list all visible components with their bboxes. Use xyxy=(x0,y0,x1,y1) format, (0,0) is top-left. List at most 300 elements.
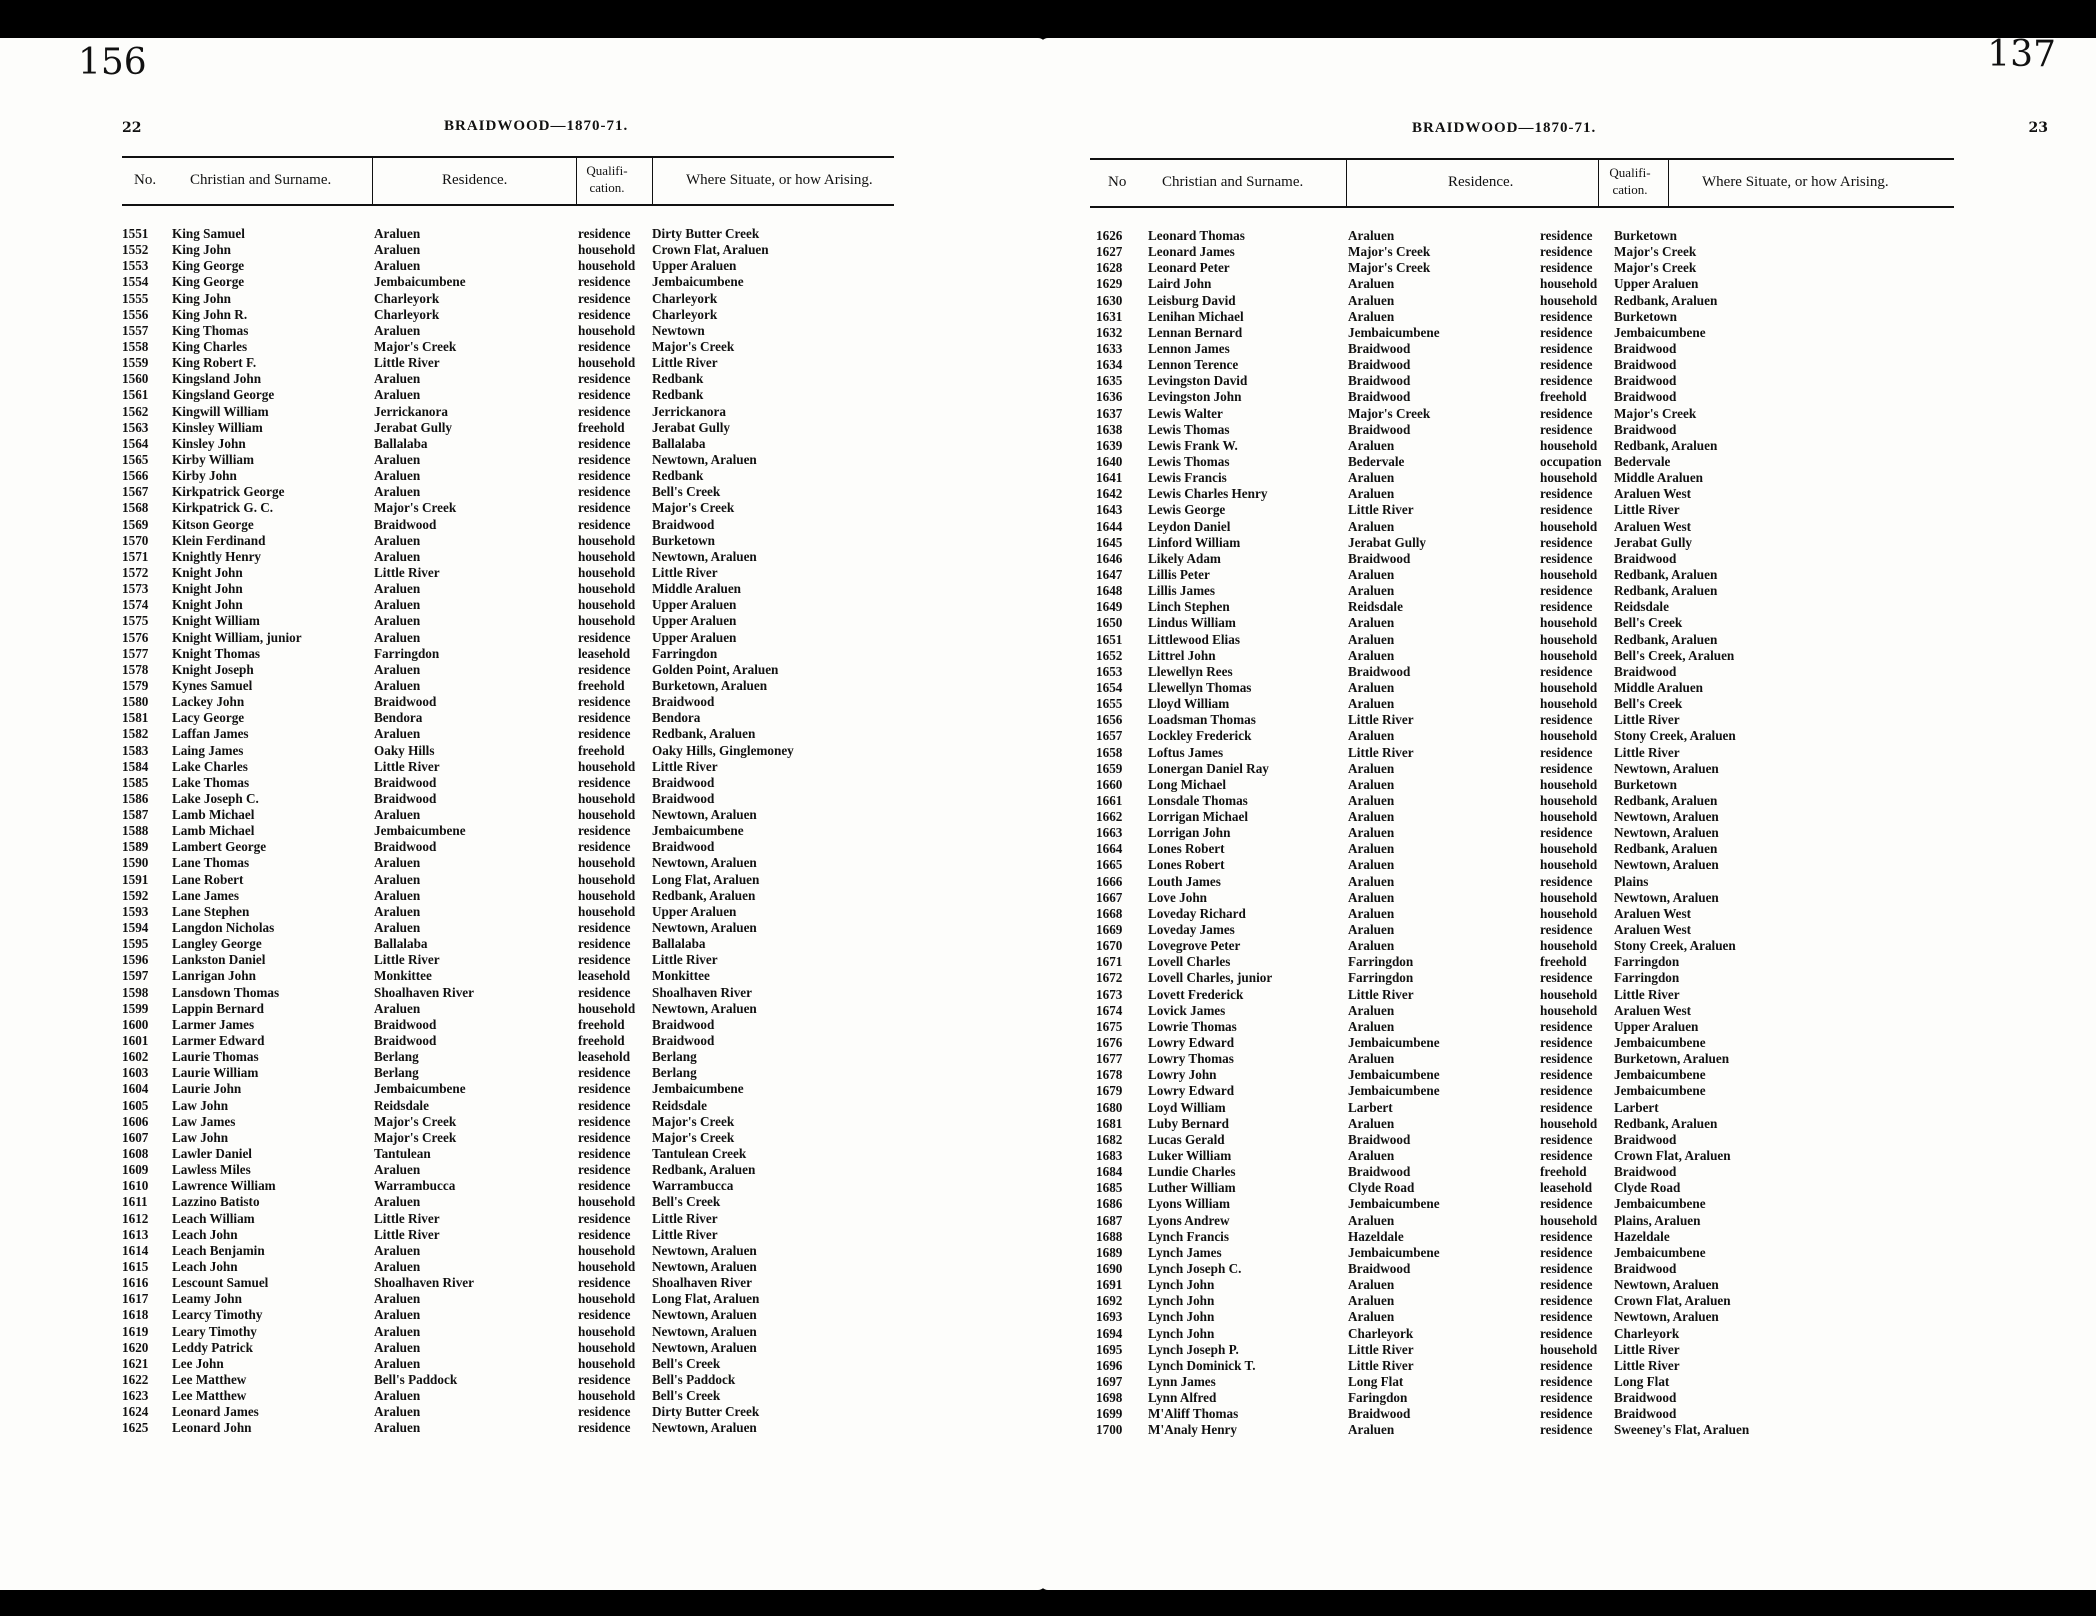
entry-name: Leonard James xyxy=(172,1404,259,1420)
entry-number: 1652 xyxy=(1096,647,1123,663)
entry-where: Farringdon xyxy=(1614,970,1680,986)
entry-qualification: household xyxy=(1540,728,1598,744)
entry-residence: Little River xyxy=(374,564,440,580)
entry-where: Little River xyxy=(652,758,718,774)
entry-qualification: household xyxy=(1540,857,1598,873)
entry-where: Braidwood xyxy=(1614,1131,1677,1147)
table-row xyxy=(1090,470,1954,486)
entry-residence: Araluen xyxy=(374,532,421,548)
entry-residence: Araluen xyxy=(1348,486,1395,502)
entry-qualification: freehold xyxy=(1540,1164,1587,1180)
table-row xyxy=(122,355,894,371)
entry-name: Leamy John xyxy=(172,1291,242,1307)
entry-qualification: residence xyxy=(1540,1196,1593,1212)
entry-residence: Araluen xyxy=(1348,857,1395,873)
entry-where: Jembaicumbene xyxy=(1614,1067,1706,1083)
entry-name: Lawler Daniel xyxy=(172,1146,252,1162)
entry-number: 1664 xyxy=(1096,841,1123,857)
entry-qualification: residence xyxy=(578,1146,631,1162)
entry-where: Oaky Hills, Ginglemoney xyxy=(652,742,794,758)
entry-residence: Bedervale xyxy=(1348,453,1405,469)
table-row xyxy=(1090,1019,1954,1035)
entry-name: King George xyxy=(172,258,245,274)
table-row xyxy=(1090,551,1954,567)
entry-number: 1578 xyxy=(122,661,149,677)
entry-name: Leonard Thomas xyxy=(1148,228,1245,243)
entry-residence: Braidwood xyxy=(1348,1164,1411,1180)
table-row xyxy=(1090,987,1954,1003)
table-row xyxy=(1090,632,1954,648)
entry-where: Newtown, Araluen xyxy=(652,920,757,936)
entry-where: Braidwood xyxy=(1614,357,1677,373)
table-row xyxy=(122,323,894,339)
entry-number: 1615 xyxy=(122,1259,149,1274)
entry-number: 1573 xyxy=(122,581,149,597)
entry-qualification: residence xyxy=(1540,486,1593,502)
entry-name: Leach John xyxy=(172,1259,238,1274)
entry-qualification: household xyxy=(578,1388,636,1404)
running-head-left: BRAIDWOOD—1870-71. xyxy=(444,118,629,134)
entry-number: 1618 xyxy=(122,1307,149,1323)
entry-qualification: residence xyxy=(578,516,631,532)
entry-where: Newtown, Araluen xyxy=(652,855,757,871)
table-row xyxy=(1090,454,1954,470)
table-row xyxy=(122,1065,894,1081)
entry-residence: Araluen xyxy=(374,1194,421,1210)
entry-number: 1563 xyxy=(122,419,149,435)
entry-qualification: residence xyxy=(1540,1067,1593,1083)
entry-name: Linch Stephen xyxy=(1148,599,1230,615)
header-where: Where Situate, or how Arising. xyxy=(686,172,873,188)
table-row xyxy=(122,339,894,355)
table-row xyxy=(122,436,894,452)
entry-where: Jembaicumbene xyxy=(1614,1083,1706,1099)
entry-qualification: household xyxy=(578,581,636,597)
entry-name: Lynch Joseph C. xyxy=(1148,1261,1242,1276)
entry-residence: Jembaicumbene xyxy=(1348,1035,1440,1051)
entry-where: Little River xyxy=(1614,712,1680,728)
entry-where: Bell's Creek xyxy=(1614,615,1683,631)
table-body-right xyxy=(1090,228,1954,1439)
entry-qualification: residence xyxy=(1540,825,1593,841)
entry-qualification: household xyxy=(578,887,636,903)
entry-qualification: residence xyxy=(1540,1390,1593,1406)
entry-number: 1660 xyxy=(1096,776,1123,792)
entry-qualification: residence xyxy=(1540,357,1593,373)
entry-number: 1622 xyxy=(122,1371,149,1387)
entry-residence: Araluen xyxy=(374,629,421,645)
entry-where: Major's Creek xyxy=(652,338,735,354)
entry-name: Kinsley John xyxy=(172,435,246,451)
table-row xyxy=(1090,519,1954,535)
entry-name: Lowry Edward xyxy=(1148,1083,1235,1099)
entry-residence: Jembaicumbene xyxy=(374,1081,466,1097)
table-row xyxy=(122,678,894,694)
entry-residence: Araluen xyxy=(1348,905,1395,921)
entry-name: Lynch Francis xyxy=(1148,1228,1229,1244)
entry-qualification: residence xyxy=(578,1162,631,1178)
entry-name: Lyons Andrew xyxy=(1148,1212,1230,1228)
entry-qualification: residence xyxy=(578,1097,631,1113)
entry-qualification: residence xyxy=(1540,1018,1593,1034)
entry-number: 1627 xyxy=(1096,244,1123,260)
entry-number: 1671 xyxy=(1096,954,1123,970)
entry-number: 1649 xyxy=(1096,599,1123,615)
entry-qualification: household xyxy=(1540,696,1598,712)
entry-name: Lennan Bernard xyxy=(1148,324,1243,340)
entry-residence: Reidsdale xyxy=(374,1097,429,1113)
entry-number: 1608 xyxy=(122,1146,149,1162)
entry-number: 1699 xyxy=(1096,1406,1123,1422)
entry-where: Warrambucca xyxy=(652,1178,734,1194)
entry-name: Leach Benjamin xyxy=(172,1242,265,1258)
entry-name: King John R. xyxy=(172,306,248,322)
entry-number: 1637 xyxy=(1096,405,1123,421)
entry-name: M'Analy Henry xyxy=(1148,1422,1238,1438)
table-row xyxy=(1090,1148,1954,1164)
entry-number: 1564 xyxy=(122,435,149,451)
entry-name: Lones Robert xyxy=(1148,841,1225,857)
table-row xyxy=(122,936,894,952)
entry-residence: Shoalhaven River xyxy=(374,984,475,1000)
entry-residence: Araluen xyxy=(1348,873,1395,889)
entry-name: Llewellyn Rees xyxy=(1148,663,1233,679)
entry-residence: Araluen xyxy=(374,451,421,467)
entry-name: Lovell Charles, junior xyxy=(1148,970,1273,986)
entry-where: Newtown, Araluen xyxy=(652,1420,757,1436)
running-head-right: BRAIDWOOD—1870-71. xyxy=(1412,120,1597,136)
entry-name: Lawless Miles xyxy=(172,1162,251,1178)
entry-where: Redbank, Araluen xyxy=(1614,566,1718,582)
table-row xyxy=(122,387,894,403)
entry-name: King Samuel xyxy=(172,226,245,241)
entry-number: 1666 xyxy=(1096,873,1123,889)
entry-where: Upper Araluen xyxy=(652,258,737,274)
entry-name: Lewis Francis xyxy=(1148,470,1227,486)
entry-name: Loveday Richard xyxy=(1148,905,1246,921)
table-row xyxy=(122,920,894,936)
entry-qualification: freehold xyxy=(578,742,625,758)
entry-qualification: household xyxy=(578,597,636,613)
entry-name: Lee Matthew xyxy=(172,1388,247,1404)
entry-residence: Araluen xyxy=(1348,679,1395,695)
table-row xyxy=(1090,615,1954,631)
entry-where: Araluen West xyxy=(1614,905,1692,921)
entry-where: Major's Creek xyxy=(1614,260,1697,276)
entry-name: Lane Robert xyxy=(172,871,244,887)
table-row xyxy=(122,1291,894,1307)
entry-number: 1623 xyxy=(122,1388,149,1404)
entry-where: Little River xyxy=(652,952,718,968)
entry-number: 1665 xyxy=(1096,857,1123,873)
entry-name: Loyd William xyxy=(1148,1099,1226,1115)
table-row xyxy=(1090,890,1954,906)
entry-residence: Araluen xyxy=(374,484,421,500)
entry-where: Berlang xyxy=(652,1065,697,1081)
entry-where: Araluen West xyxy=(1614,922,1692,938)
register-table-right xyxy=(1090,158,1954,1439)
table-row xyxy=(122,630,894,646)
entry-residence: Araluen xyxy=(1348,792,1395,808)
entry-number: 1639 xyxy=(1096,437,1123,453)
entry-qualification: residence xyxy=(1540,260,1593,276)
entry-qualification: residence xyxy=(1540,228,1593,243)
entry-qualification: household xyxy=(1540,776,1598,792)
entry-residence: Araluen xyxy=(1348,276,1395,292)
entry-name: Lane Stephen xyxy=(172,903,250,919)
entry-where: Ballalaba xyxy=(652,435,706,451)
entry-residence: Jembaicumbene xyxy=(374,823,466,839)
table-row xyxy=(122,1049,894,1065)
table-header-left xyxy=(122,156,894,206)
table-row xyxy=(122,1275,894,1291)
entry-where: Larbert xyxy=(1614,1099,1659,1115)
table-row xyxy=(1090,1342,1954,1358)
entry-where: Bendora xyxy=(652,710,701,726)
entry-qualification: residence xyxy=(578,1081,631,1097)
entry-where: Bell's Creek xyxy=(652,1355,721,1371)
entry-qualification: residence xyxy=(1540,308,1593,324)
entry-qualification: residence xyxy=(1540,1228,1593,1244)
entry-residence: Jerabat Gully xyxy=(1348,534,1427,550)
entry-number: 1667 xyxy=(1096,889,1123,905)
table-row xyxy=(1090,841,1954,857)
entry-qualification: residence xyxy=(578,920,631,936)
entry-number: 1607 xyxy=(122,1129,149,1145)
entry-number: 1571 xyxy=(122,548,149,564)
entry-residence: Braidwood xyxy=(374,516,437,532)
entry-number: 1670 xyxy=(1096,938,1123,954)
entry-where: Redbank xyxy=(652,468,704,484)
register-table-left xyxy=(122,156,894,1437)
table-row xyxy=(1090,1309,1954,1325)
entry-number: 1604 xyxy=(122,1081,149,1097)
entry-qualification: leasehold xyxy=(578,645,631,661)
entry-residence: Araluen xyxy=(374,1420,421,1436)
entry-number: 1657 xyxy=(1096,728,1123,744)
entry-residence: Farringdon xyxy=(374,645,440,661)
entry-where: Newtown, Araluen xyxy=(1614,1277,1719,1293)
entry-where: Major's Creek xyxy=(1614,244,1697,260)
entry-number: 1559 xyxy=(122,355,149,371)
entry-residence: Little River xyxy=(374,1210,440,1226)
entry-residence: Hazeldale xyxy=(1348,1228,1404,1244)
entry-qualification: occupation xyxy=(1540,453,1602,469)
entry-name: Lackey John xyxy=(172,694,245,710)
entry-where: Redbank xyxy=(652,387,704,403)
entry-number: 1610 xyxy=(122,1178,149,1194)
table-row xyxy=(1090,1229,1954,1245)
entry-number: 1646 xyxy=(1096,550,1123,566)
entry-name: Levingston David xyxy=(1148,373,1248,389)
entry-qualification: residence xyxy=(1540,744,1593,760)
table-row xyxy=(1090,567,1954,583)
right-page xyxy=(1040,34,2096,1590)
entry-residence: Araluen xyxy=(374,1242,421,1258)
entry-qualification: household xyxy=(1540,1115,1598,1131)
entry-qualification: residence xyxy=(578,710,631,726)
entry-number: 1682 xyxy=(1096,1131,1123,1147)
entry-residence: Farringdon xyxy=(1348,954,1414,970)
entry-residence: Braidwood xyxy=(1348,421,1411,437)
entry-where: Upper Araluen xyxy=(652,629,737,645)
table-row xyxy=(1090,1164,1954,1180)
entry-qualification: household xyxy=(578,355,636,371)
entry-qualification: freehold xyxy=(578,677,625,693)
entry-residence: Major's Creek xyxy=(374,1129,457,1145)
entry-qualification: household xyxy=(1540,1212,1598,1228)
table-row xyxy=(1090,825,1954,841)
entry-number: 1560 xyxy=(122,371,149,387)
table-row xyxy=(122,1017,894,1033)
entry-number: 1611 xyxy=(122,1194,148,1210)
entry-residence: Berlang xyxy=(374,1065,419,1081)
entry-where: Golden Point, Araluen xyxy=(652,661,779,677)
table-row xyxy=(122,1388,894,1404)
table-row xyxy=(122,1162,894,1178)
entry-number: 1632 xyxy=(1096,324,1123,340)
entry-name: Knight John xyxy=(172,564,243,580)
entry-qualification: residence xyxy=(1540,599,1593,615)
entry-qualification: residence xyxy=(1540,534,1593,550)
entry-number: 1614 xyxy=(122,1242,149,1258)
entry-residence: Jembaicumbene xyxy=(1348,1196,1440,1212)
entry-qualification: household xyxy=(578,258,636,274)
table-row xyxy=(1090,325,1954,341)
entry-number: 1684 xyxy=(1096,1164,1123,1180)
entry-qualification: residence xyxy=(578,774,631,790)
entry-where: Redbank, Araluen xyxy=(1614,583,1718,599)
entry-name: Lewis Thomas xyxy=(1148,453,1230,469)
entry-name: Lee Matthew xyxy=(172,1371,247,1387)
entry-qualification: household xyxy=(578,564,636,580)
entry-residence: Araluen xyxy=(374,1339,421,1355)
entry-where: Newtown, Araluen xyxy=(652,807,757,823)
page-number-right: 23 xyxy=(2028,120,2048,136)
entry-name: Langdon Nicholas xyxy=(172,920,275,936)
entry-qualification: freehold xyxy=(578,1016,625,1032)
entry-name: Likely Adam xyxy=(1148,550,1221,566)
entry-residence: Araluen xyxy=(1348,1293,1395,1309)
entry-residence: Ballalaba xyxy=(374,435,428,451)
entry-where: Newtown, Araluen xyxy=(652,1307,757,1323)
entry-number: 1648 xyxy=(1096,583,1123,599)
entry-number: 1613 xyxy=(122,1226,149,1242)
entry-number: 1647 xyxy=(1096,566,1123,582)
entry-name: Knight Joseph xyxy=(172,661,254,677)
entry-qualification: leasehold xyxy=(578,1049,631,1065)
entry-qualification: residence xyxy=(1540,873,1593,889)
entry-where: Newtown, Araluen xyxy=(652,548,757,564)
folio-number-left: 156 xyxy=(78,42,147,83)
entry-qualification: household xyxy=(578,903,636,919)
entry-where: Braidwood xyxy=(652,1033,715,1049)
entry-qualification: leasehold xyxy=(1540,1180,1593,1196)
table-row xyxy=(1090,777,1954,793)
table-row xyxy=(1090,373,1954,389)
entry-qualification: freehold xyxy=(578,419,625,435)
entry-number: 1628 xyxy=(1096,260,1123,276)
entry-residence: Braidwood xyxy=(1348,1131,1411,1147)
entry-number: 1587 xyxy=(122,807,149,823)
entry-residence: Major's Creek xyxy=(374,500,457,516)
entry-where: Little River xyxy=(652,1210,718,1226)
entry-residence: Araluen xyxy=(1348,889,1395,905)
table-row xyxy=(122,1194,894,1210)
entry-where: Burketown xyxy=(652,532,716,548)
entry-name: Linford William xyxy=(1148,534,1241,550)
entry-where: Long Flat xyxy=(1614,1373,1670,1389)
entry-where: Middle Araluen xyxy=(1614,679,1704,695)
entry-where: Redbank, Araluen xyxy=(1614,292,1718,308)
entry-name: Lowry Thomas xyxy=(1148,1051,1234,1067)
entry-residence: Araluen xyxy=(1348,470,1395,486)
entry-number: 1669 xyxy=(1096,922,1123,938)
entry-number: 1572 xyxy=(122,564,149,580)
entry-number: 1691 xyxy=(1096,1277,1123,1293)
entry-residence: Braidwood xyxy=(1348,373,1411,389)
entry-qualification: household xyxy=(578,1323,636,1339)
entry-number: 1625 xyxy=(122,1420,149,1436)
entry-residence: Araluen xyxy=(374,807,421,823)
entry-number: 1631 xyxy=(1096,308,1123,324)
table-row xyxy=(122,468,894,484)
entry-number: 1568 xyxy=(122,500,149,516)
entry-where: Bell's Creek xyxy=(652,484,721,500)
entry-qualification: household xyxy=(1540,679,1598,695)
entry-residence: Araluen xyxy=(374,387,421,403)
table-row xyxy=(1090,389,1954,405)
entry-qualification: household xyxy=(578,532,636,548)
entry-number: 1591 xyxy=(122,871,149,887)
entry-where: Little River xyxy=(1614,986,1680,1002)
table-row xyxy=(122,1420,894,1436)
table-row xyxy=(122,726,894,742)
entry-qualification: residence xyxy=(1540,1148,1593,1164)
entry-name: Lake Thomas xyxy=(172,774,250,790)
entry-where: Dirty Butter Creek xyxy=(652,226,760,241)
entry-residence: Little River xyxy=(374,952,440,968)
entry-number: 1656 xyxy=(1096,712,1123,728)
entry-residence: Little River xyxy=(374,1226,440,1242)
entry-qualification: residence xyxy=(1540,1309,1593,1325)
entry-qualification: residence xyxy=(1540,712,1593,728)
table-row xyxy=(1090,857,1954,873)
entry-name: Leydon Daniel xyxy=(1148,518,1231,534)
entry-qualification: residence xyxy=(1540,1261,1593,1276)
table-row xyxy=(122,888,894,904)
table-row xyxy=(122,226,894,242)
entry-residence: Araluen xyxy=(374,1355,421,1371)
entry-number: 1619 xyxy=(122,1323,149,1339)
entry-qualification: residence xyxy=(1540,1406,1593,1422)
entry-number: 1640 xyxy=(1096,453,1123,469)
table-row xyxy=(122,823,894,839)
entry-qualification: household xyxy=(578,1355,636,1371)
table-row xyxy=(1090,1358,1954,1374)
entry-where: Newtown xyxy=(652,322,705,338)
table-row xyxy=(1090,535,1954,551)
entry-name: Kirby William xyxy=(172,451,254,467)
entry-name: Knight John xyxy=(172,581,243,597)
entry-residence: Jembaicumbene xyxy=(1348,1067,1440,1083)
entry-residence: Araluen xyxy=(1348,1002,1395,1018)
header-name: Christian and Surname. xyxy=(1162,174,1304,190)
entry-name: King John xyxy=(172,242,232,258)
table-row xyxy=(1090,874,1954,890)
entry-name: Leonard John xyxy=(172,1420,252,1436)
entry-where: Bedervale xyxy=(1614,453,1671,469)
